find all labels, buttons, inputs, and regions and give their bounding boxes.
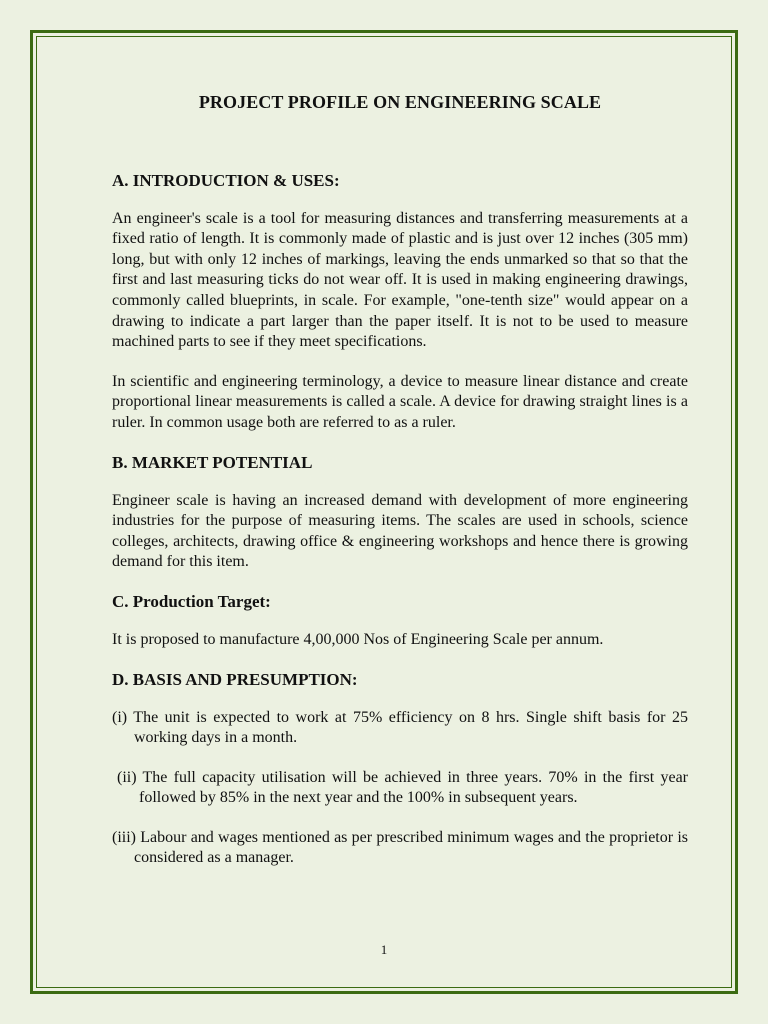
section-a-paragraph-2: In scientific and engineering terminology, a device to measure linear distance and create proportional linear measurements is called a scale. A device for drawing straight lines is a ruler. In common usage both are referred to as a ruler. — [112, 372, 688, 431]
presumption-item-1: (i) The unit is expected to work at 75% efficiency on 8 hrs. Single shift basis for 25 working days in a month. — [112, 708, 688, 747]
section-a-heading: A. INTRODUCTION & USES: — [112, 170, 340, 190]
presumption-item-2: (ii) The full capacity utilisation will be achieved in three years. 70% in the first year followed by 85% in the next year and the 100% in subsequent years. — [117, 768, 688, 807]
section-a-paragraph-1: An engineer's scale is a tool for measuring distances and transferring measurements at a fixed ratio of length. It is commonly made of plastic and is just over 12 inches (305 mm) long, but with only 12 inches of markings, leaving the ends unmarked so that so that the first and last measuring ticks do not wear off. It is used in making engineering drawings, commonly called blueprints, in scale. For example, "one-tenth size" would appear on a drawing to indicate a part larger than the paper itself. It is not to be used to measure machined parts to see if they meet specifications. — [112, 209, 688, 351]
section-b-heading: B. MARKET POTENTIAL — [112, 452, 313, 472]
section-d-heading: D. BASIS AND PRESUMPTION: — [112, 669, 358, 689]
page-number: 1 — [380, 942, 388, 957]
document-title: PROJECT PROFILE ON ENGINEERING SCALE — [198, 92, 602, 112]
section-c-paragraph-1: It is proposed to manufacture 4,00,000 Nos of Engineering Scale per annum. — [112, 630, 604, 648]
document-body — [112, 92, 688, 888]
section-c-heading: C. Production Target: — [112, 591, 271, 611]
section-b-paragraph-1: Engineer scale is having an increased demand with development of more engineering industries for the purpose of measuring items. The scales are used in schools, science colleges, architects, drawing office & engineering workshops and hence there is growing demand for this item. — [112, 491, 688, 571]
presumption-item-3: (iii) Labour and wages mentioned as per prescribed minimum wages and the proprietor is considered as a manager. — [112, 828, 688, 867]
